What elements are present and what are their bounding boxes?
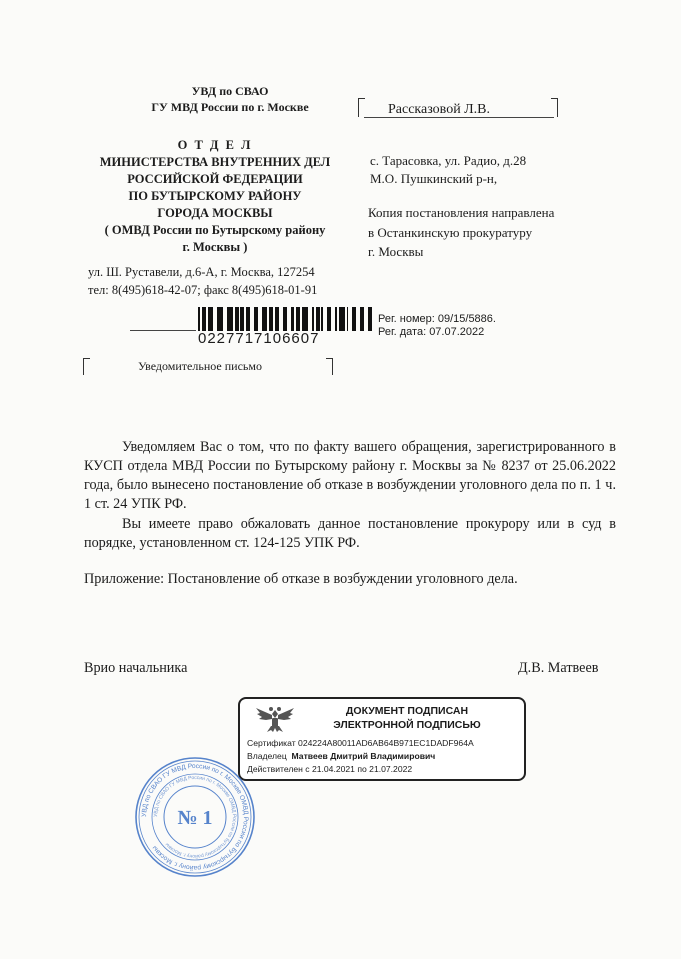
copy-note-1: Копия постановления направлена (368, 205, 555, 220)
e-signature-validity: Действителен с 21.04.2021 по 21.07.2022 (247, 764, 413, 774)
dept-line: г. Москвы ) (182, 240, 248, 254)
owner-name: Матвеев Дмитрий Владимирович (291, 751, 436, 761)
recipient-address-2: М.О. Пушкинский р-н, (370, 171, 498, 186)
e-signature-title-1: ДОКУМЕНТ ПОДПИСАН (345, 705, 469, 717)
signer-position: Врио начальника (84, 660, 188, 676)
dept-line: ГОРОДА МОСКВЫ (157, 206, 273, 220)
e-signature-title-2: ЭЛЕКТРОННОЙ ПОДПИСЬЮ (333, 719, 481, 731)
stamp-ring-text: УВД по СВАО ГУ МВД России по г. Москве ОМВД России по Бутырскому району г. Москвы (140, 762, 250, 872)
stamp-ring-text-inner: УВД по СВАО ГУ МВД России по г. Москве ОМВД России по Бутырскому району г. Москвы (152, 774, 238, 860)
org-address: ул. Ш. Руставели, д.6-А, г. Москва, 127254 (88, 265, 315, 279)
recipient-name: Рассказовой Л.В. (388, 102, 491, 117)
subject-bracket-left (83, 358, 90, 375)
copy-note-2: в Останкинскую прокуратуру (368, 225, 533, 240)
org-phones: тел: 8(495)618-42-07; факс 8(495)618-01-91 (88, 283, 318, 297)
barcode (198, 307, 374, 331)
stamp-number: № 1 (177, 807, 213, 829)
department-block (80, 137, 350, 256)
recipient-bracket-right (551, 98, 558, 117)
dept-line: О Т Д Е Л (177, 138, 253, 152)
barcode-number: 0227717106607 (198, 330, 320, 347)
e-signature-box (238, 697, 526, 781)
org-header-line2: ГУ МВД России по г. Москве (151, 100, 309, 114)
body-paragraph-2: Вы имеете право обжаловать данное постановление прокурору или в суд в порядке, установленном ст. 124-125 УПК РФ. (84, 516, 616, 551)
signer-name: Д.В. Матвеев (518, 660, 599, 676)
attachment-line: Приложение: Постановление об отказе в возбуждении уголовного дела. (84, 571, 518, 587)
dept-line: МИНИСТЕРСТВА ВНУТРЕННИХ ДЕЛ (99, 155, 331, 169)
e-signature-certificate: Сертификат 024224A80011AD6AB64B971EC1DADF964A (247, 738, 474, 748)
emblem-eagle-icon (254, 704, 296, 734)
reg-number: Рег. номер: 09/15/5886. (378, 313, 496, 325)
dept-line: ( ОМВД России по Бутырскому району (104, 223, 326, 237)
org-header-line1: УВД по СВАО (191, 84, 269, 98)
owner-label: Владелец (247, 751, 287, 761)
reg-date: Рег. дата: 07.07.2022 (378, 326, 485, 338)
official-stamp (134, 756, 256, 878)
barcode-bar (372, 307, 374, 331)
dept-line: ПО БУТЫРСКОМУ РАЙОНУ (128, 189, 302, 203)
dept-line: РОССИЙСКОЙ ФЕДЕРАЦИИ (127, 172, 303, 186)
recipient-address-1: с. Тарасовка, ул. Радио, д.28 (370, 153, 527, 168)
barcode-underline (130, 330, 196, 331)
recipient-underline (364, 117, 554, 118)
recipient-bracket-left (358, 98, 365, 117)
copy-note-3: г. Москвы (368, 244, 424, 259)
subject-line: Уведомительное письмо (138, 359, 262, 373)
body-paragraph-1: Уведомляем Вас о том, что по факту вашего обращения, зарегистрированного в КУСП отдела МВД России по Бутырскому району г. Москвы за № 8237 от 25.06.2022 года, было вынесено постановление об отказе в возбуждении уголовного дела по п. 1 ч. 1 ст. 24 УПК РФ. (84, 439, 616, 512)
e-signature-owner-row (247, 751, 435, 762)
subject-bracket-right (326, 358, 333, 375)
